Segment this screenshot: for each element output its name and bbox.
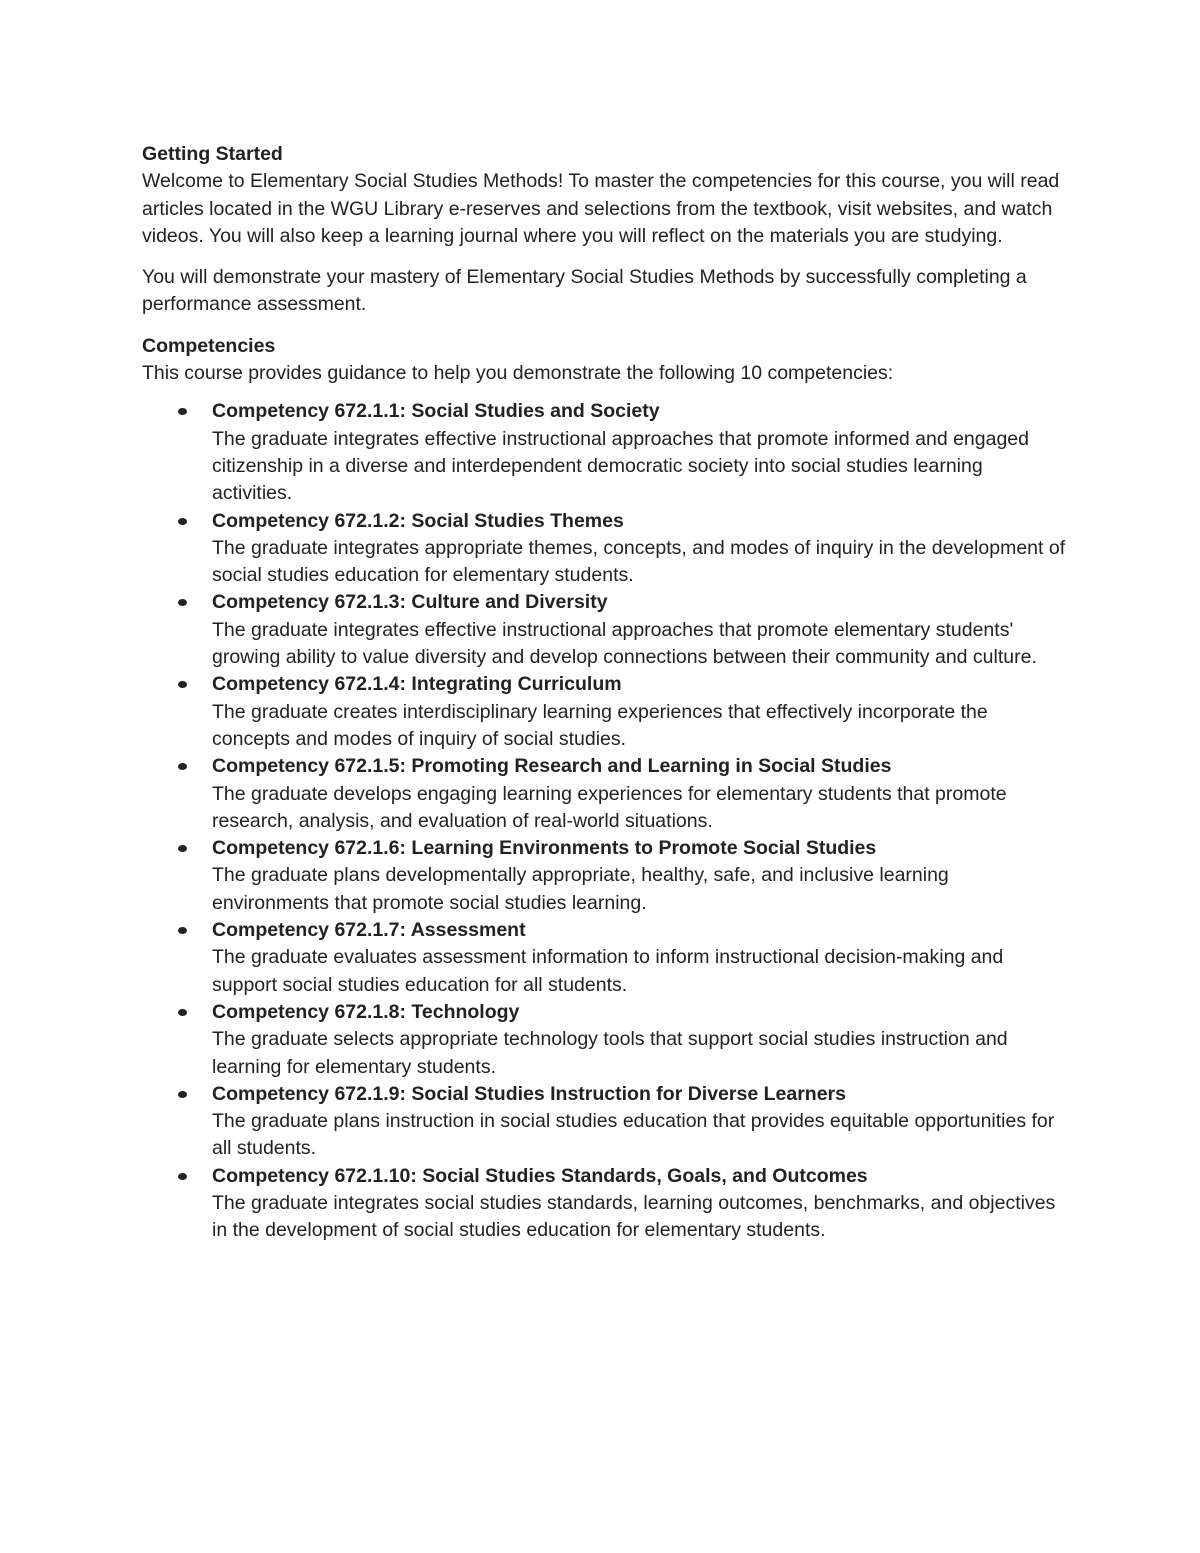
bullet-icon <box>178 845 187 852</box>
competency-description: The graduate integrates effective instructional approaches that promote elementary students' growing ability to value diversity and develop connections between their community and culture. <box>212 618 1037 669</box>
bullet-icon <box>178 518 187 525</box>
getting-started-paragraph-1: Welcome to Elementary Social Studies Methods! To master the competencies for this course, you will read articles located in the WGU Library e-reserves and selections from the textbook, visit websites, and watch videos. You will also keep a learning journal where you will reflect on the materials you are studying. <box>142 170 1060 247</box>
bullet-icon <box>178 599 187 606</box>
bullet-icon <box>178 763 187 770</box>
competency-description: The graduate integrates social studies standards, learning outcomes, benchmarks, and objectives in the development of social studies education for elementary students. <box>212 1191 1056 1242</box>
competency-description: The graduate selects appropriate technology tools that support social studies instruction and learning for elementary students. <box>212 1028 1008 1078</box>
bullet-icon <box>178 408 187 415</box>
competency-description: The graduate plans developmentally appropriate, healthy, safe, and inclusive learning environments that promote social studies learning. <box>212 864 949 914</box>
competency-title: Competency 672.1.6: Learning Environments to Promote Social Studies <box>212 837 877 860</box>
competency-title: Competency 672.1.3: Culture and Diversity <box>212 591 608 614</box>
competency-title: Competency 672.1.5: Promoting Research and Learning in Social Studies <box>212 755 892 778</box>
getting-started-section <box>142 141 1067 250</box>
competency-title: Competency 672.1.7: Assessment <box>212 919 526 942</box>
competency-list <box>142 398 1067 1244</box>
competency-title: Competency 672.1.9: Social Studies Instruction for Diverse Learners <box>212 1082 846 1105</box>
bullet-icon <box>178 1173 187 1180</box>
competency-item <box>212 508 1067 590</box>
bullet-icon <box>178 927 187 934</box>
competency-title: Competency 672.1.8: Technology <box>212 1000 520 1023</box>
competency-item <box>212 1081 1067 1163</box>
competency-item <box>212 999 1067 1081</box>
document-page <box>142 141 1067 1245</box>
competency-item <box>212 753 1067 835</box>
competency-item <box>212 589 1067 671</box>
competency-title: Competency 672.1.10: Social Studies Standards, Goals, and Outcomes <box>212 1164 868 1187</box>
competency-title: Competency 672.1.1: Social Studies and Society <box>212 400 660 423</box>
competency-item <box>212 398 1067 507</box>
getting-started-heading: Getting Started <box>142 143 283 165</box>
competencies-heading: Competencies <box>142 334 276 357</box>
competency-description: The graduate creates interdisciplinary learning experiences that effectively incorporate the concepts and modes of inquiry of social studies. <box>212 700 988 750</box>
competency-title: Competency 672.1.4: Integrating Curriculum <box>212 673 622 696</box>
competencies-section <box>142 333 1067 1245</box>
bullet-icon <box>178 1009 187 1016</box>
competency-item <box>212 835 1067 917</box>
competency-description: The graduate evaluates assessment information to inform instructional decision-making and support social studies education for all students. <box>212 946 1004 996</box>
competency-description: The graduate develops engaging learning experiences for elementary students that promote research, analysis, and evaluation of real-world situations. <box>212 782 1007 832</box>
competency-item <box>212 671 1067 753</box>
competency-description: The graduate integrates effective instructional approaches that promote informed and engaged citizenship in a diverse and interdependent democratic society into social studies learning activities. <box>212 427 1030 505</box>
bullet-icon <box>178 1091 187 1098</box>
competency-description: The graduate integrates appropriate themes, concepts, and modes of inquiry in the development of social studies education for elementary students. <box>212 536 1066 587</box>
competency-item <box>212 917 1067 999</box>
competency-description: The graduate plans instruction in social studies education that provides equitable opportunities for all students. <box>212 1110 1055 1160</box>
competencies-intro: This course provides guidance to help you demonstrate the following 10 competencies: <box>142 362 894 385</box>
competency-item <box>212 1163 1067 1245</box>
bullet-icon <box>178 681 187 688</box>
getting-started-paragraph-2: You will demonstrate your mastery of Elementary Social Studies Methods by successfully completing a performance assessment. <box>142 266 1027 316</box>
competency-title: Competency 672.1.2: Social Studies Themes <box>212 509 624 532</box>
